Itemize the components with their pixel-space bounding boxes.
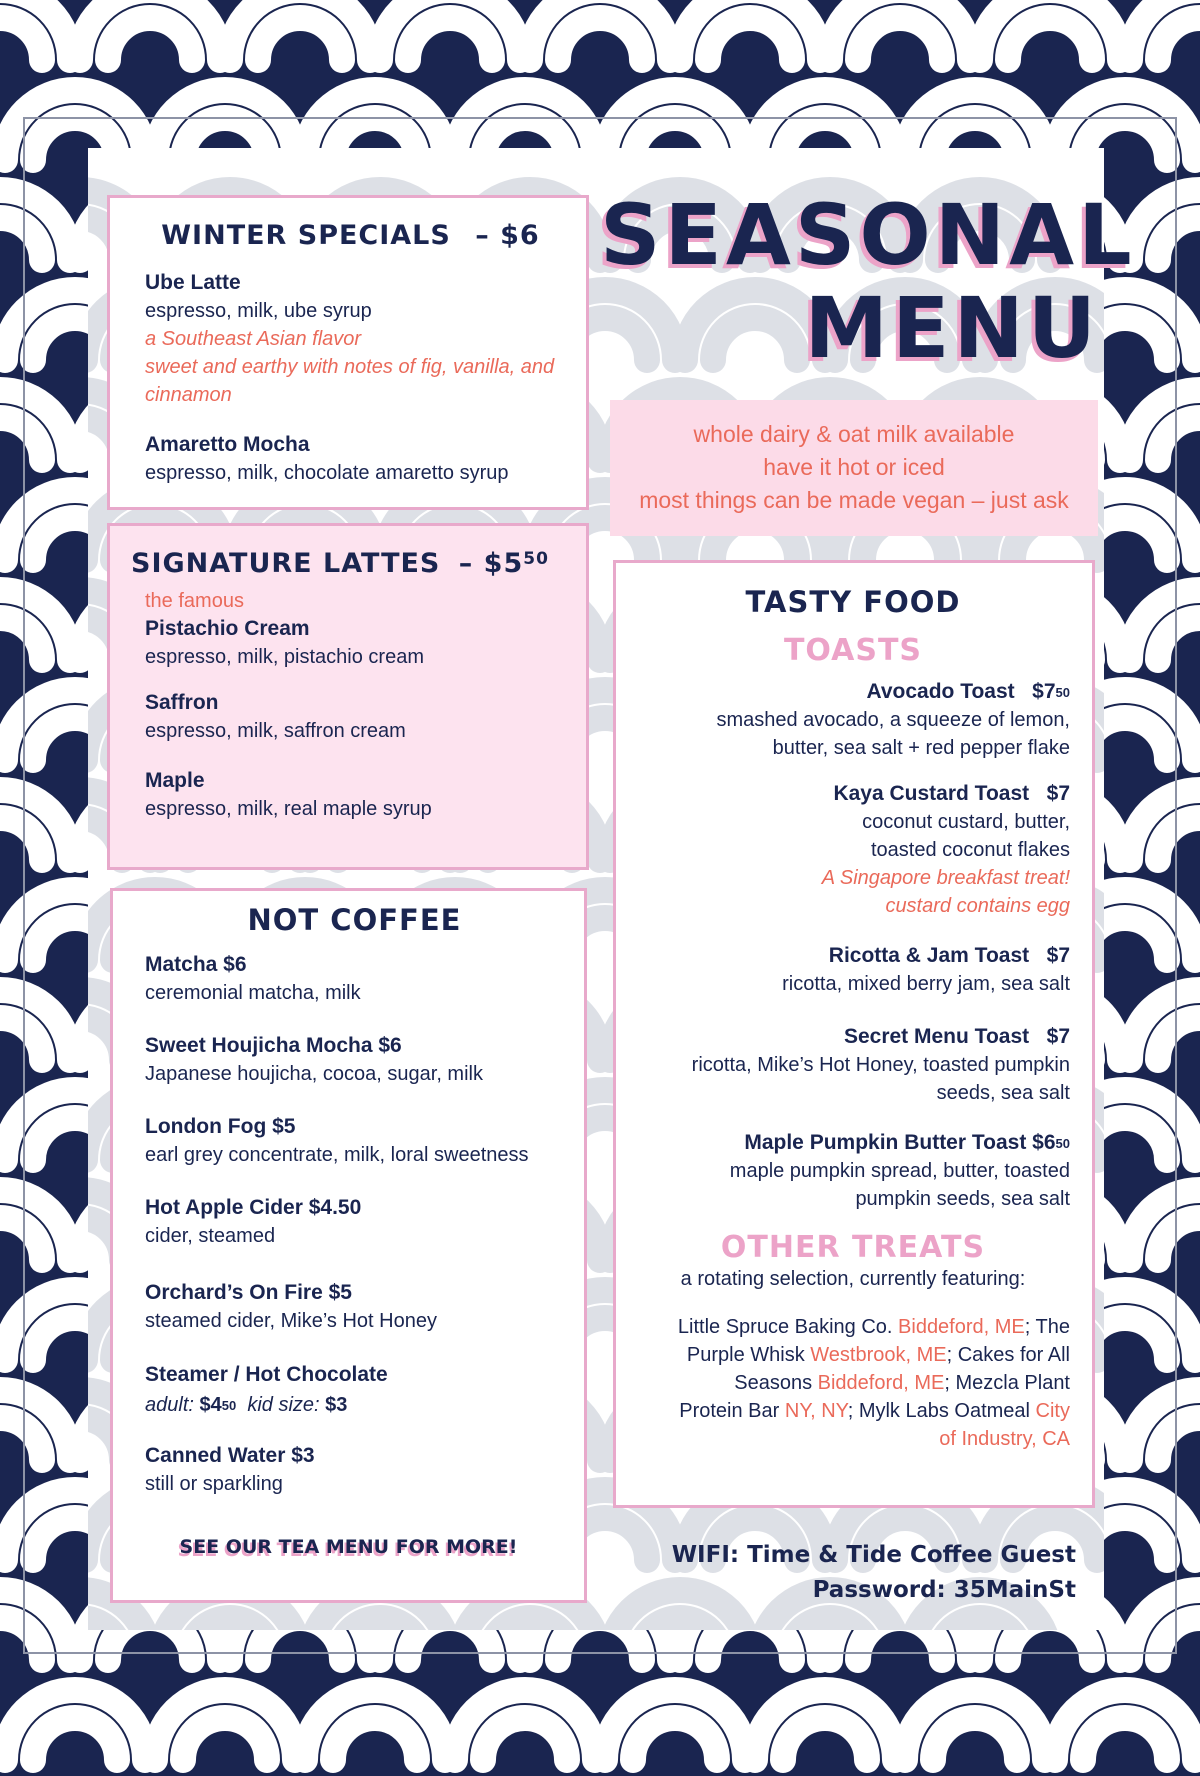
toast-price-cents: 50 [1055,685,1070,700]
toast-desc: butter, sea salt + red pepper flake [772,737,1070,759]
item-name: Canned Water $3 [145,1444,315,1467]
toast-name: Maple Pumpkin Butter Toast [744,1131,1027,1154]
item-name: Matcha $6 [145,953,247,976]
treats-list: Little Spruce Baking Co. Biddeford, ME; The Purple Whisk Westbrook, ME; Cakes for All Seasons Biddeford, ME; Mezcla Plant Protein Bar NY, NY; Mylk Labs Oatmeal City of Industry, CA [677,1316,1070,1450]
item-name: Pistachio Cream [145,617,310,640]
toast-name: Secret Menu Toast [843,1025,1030,1048]
toast-price: $7 [1046,1025,1070,1048]
treats-intro: a rotating selection, currently featuring: [680,1268,1026,1290]
item-name: Saffron [145,691,219,714]
kid-price: $3 [325,1394,348,1416]
treat-place: Biddeford, ME [898,1316,1025,1338]
title-seasonal: SEASONAL [600,186,1136,284]
item-desc: espresso, milk, chocolate amaretto syrup [145,462,509,484]
menu-item [145,1442,564,1498]
toast-desc: smashed avocado, a squeeze of lemon, [716,709,1070,731]
info-line: have it hot or iced [763,454,945,480]
toast-desc: maple pumpkin spread, butter, toasted [729,1160,1070,1182]
adult-price: $4 [199,1394,222,1416]
menu-item [145,1279,564,1335]
steamer-prices [145,1390,564,1420]
item-desc: espresso, milk, saffron cream [145,720,406,742]
item-name: Amaretto Mocha [145,433,310,456]
treat-place: Biddeford, ME [817,1372,945,1394]
toast-price: $7 [1046,782,1070,805]
item-name: Ube Latte [145,271,241,294]
menu-item [145,1032,564,1088]
toast-item [636,942,1070,998]
menu-item [145,615,561,671]
toast-price: $7 [1046,944,1070,967]
menu-item [145,1194,564,1250]
signature-lattes-heading [131,548,561,579]
toast-name-line [636,1129,1070,1157]
toast-name-line [636,1023,1070,1051]
toast-note: custard contains egg [885,895,1070,917]
treat-name: Mezcla Plant Protein Bar [679,1372,1070,1422]
item-desc: still or sparkling [145,1473,283,1495]
treat-place: City of Industry, CA [939,1400,1070,1450]
item-desc: steamed cider, Mike’s Hot Honey [145,1310,437,1332]
toast-price: $6 [1032,1131,1056,1154]
toast-name: Ricotta & Jam Toast [828,944,1030,967]
item-name: Sweet Houjicha Mocha $6 [145,1034,402,1057]
toast-price: $7 [1032,680,1056,703]
not-coffee-heading: NOT COFFEE [247,903,462,937]
title-block [600,186,1136,377]
tasty-food-card [613,560,1095,1508]
item-name: Orchard’s On Fire $5 [145,1281,352,1304]
toasts-heading: TOASTS [783,633,923,668]
menu-item [145,1113,564,1169]
wifi-block [600,1538,1076,1608]
info-line: whole dairy & oat milk available [693,421,1015,447]
toast-item [636,678,1070,762]
winter-heading-text: WINTER SPECIALS [161,220,451,251]
signature-heading-price: – $5 [458,548,524,579]
menu-item [145,689,561,745]
info-box [610,400,1098,536]
tea-menu-footer: SEE OUR TEA MENU FOR MORE! [179,1536,518,1558]
menu-item [145,951,564,1007]
signature-tagline: the famous [145,590,244,612]
item-name: Maple [145,769,205,792]
item-note: sweet and earthy with notes of fig, vanilla, and cinnamon [145,356,555,406]
toast-desc: pumpkin seeds, sea salt [855,1188,1070,1210]
item-desc: earl grey concentrate, milk, loral sweetness [145,1144,529,1166]
item-desc: espresso, milk, real maple syrup [145,798,432,820]
toast-desc: toasted coconut flakes [870,839,1070,861]
treat-name: Mylk Labs Oatmeal [858,1400,1030,1422]
adult-price-cents: 50 [221,1398,237,1413]
toast-item [636,1129,1070,1213]
toast-item [636,1023,1070,1107]
other-treats-heading: OTHER TREATS [720,1230,986,1265]
item-note: a Southeast Asian flavor [145,328,362,350]
item-desc: espresso, milk, ube syrup [145,300,372,322]
winter-heading-price: – $6 [475,220,540,251]
item-desc: ceremonial matcha, milk [145,982,361,1004]
wifi-password: Password: 35MainSt [812,1577,1076,1603]
toast-name-line [636,942,1070,970]
toast-name: Avocado Toast [866,680,1015,703]
treat-place: Westbrook, ME [810,1344,947,1366]
item-desc: cider, steamed [145,1225,276,1247]
item-desc: espresso, milk, pistachio cream [145,646,424,668]
treat-name: Cakes for All Seasons [734,1344,1070,1394]
toast-desc: ricotta, mixed berry jam, sea salt [782,973,1070,995]
signature-heading-price-cents: 50 [523,549,549,569]
winter-specials-heading [145,220,556,251]
toast-name-line [636,678,1070,706]
item-name: Hot Apple Cider $4.50 [145,1196,362,1219]
menu-item [145,269,556,409]
info-line: most things can be made vegan – just ask [639,487,1069,513]
item-desc: Japanese houjicha, cocoa, sugar, milk [145,1063,483,1085]
toast-desc: ricotta, Mike’s Hot Honey, toasted pumpkin [691,1054,1070,1076]
title-menu: MENU [804,279,1100,377]
wifi-network: WIFI: Time & Tide Coffee Guest [671,1542,1076,1568]
toast-desc: seeds, sea salt [936,1082,1070,1104]
item-name: Steamer / Hot Chocolate [145,1363,388,1386]
toast-name: Kaya Custard Toast [833,782,1030,805]
toast-desc: coconut custard, butter, [862,811,1070,833]
toast-name-line [636,780,1070,808]
adult-label: adult: [145,1394,194,1416]
treat-place: NY, NY [784,1400,848,1422]
treat-name: Little Spruce Baking Co. [677,1316,893,1338]
item-name: London Fog $5 [145,1115,296,1138]
not-coffee-card [110,888,587,1603]
menu-item [145,1360,564,1420]
winter-specials-card [107,195,589,510]
toast-note: A Singapore breakfast treat! [821,867,1070,889]
menu-item [145,767,561,823]
menu-item [145,431,556,487]
treat-name: The Purple Whisk [686,1316,1070,1366]
tasty-food-heading: TASTY FOOD [745,585,961,619]
kid-label: kid size: [247,1394,320,1416]
signature-heading-text: SIGNATURE LATTES [131,548,441,579]
signature-lattes-card [107,523,589,870]
toast-price-cents: 50 [1055,1136,1070,1151]
toast-item [636,780,1070,920]
